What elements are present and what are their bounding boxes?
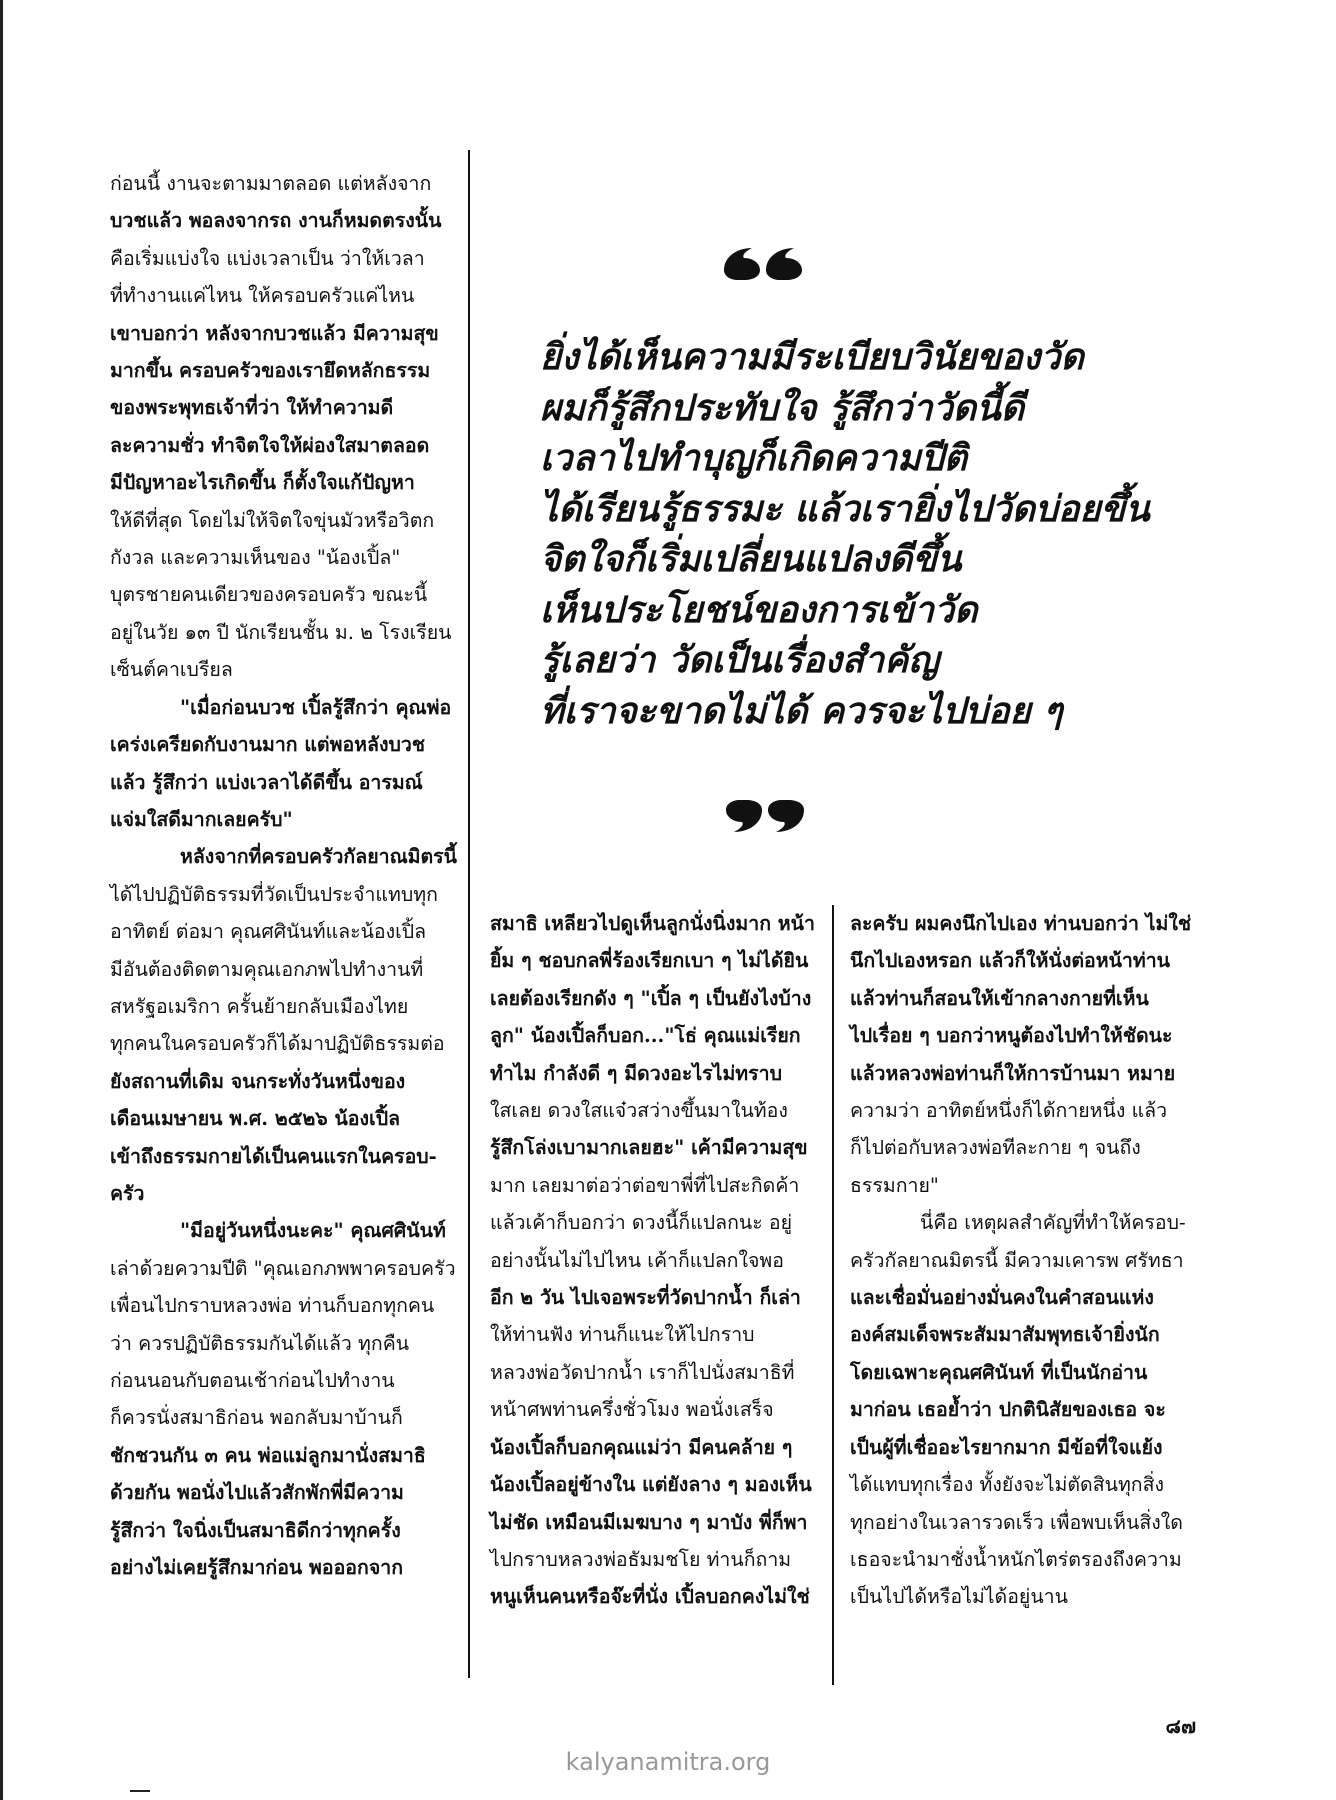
col3-line: เป็นไปได้หรือไม่ได้อยู่นาน <box>850 1585 1068 1609</box>
col1-line: แจ่มใสดีมากเลยครับ" <box>110 807 293 831</box>
col2-line: ใสเลย ดวงใสแจ๋วสว่างขึ้นมาในท้อง <box>490 1099 788 1123</box>
body-column-3 <box>850 905 1200 1616</box>
col1-line: เข้าถึงธรรมกายได้เป็นคนแรกในครอบ- <box>110 1144 437 1168</box>
col1-line: บวชแล้ว พอลงจากรถ งานก็หมดตรงนั้น <box>110 209 442 233</box>
body-column-2 <box>490 905 820 1616</box>
col1-line: ละความชั่ว ทำจิตใจให้ผ่องใสมาตลอด <box>110 433 430 457</box>
col2-line: อีก ๒ วัน ไปเจอพระที่วัดปากน้ำ ก็เล่า <box>490 1286 801 1310</box>
col1-line: ที่ทำงานแค่ไหน ให้ครอบครัวแค่ไหน <box>110 284 415 308</box>
col1-line: หลังจากที่ครอบครัวกัลยาณมิตรนี้ <box>180 845 457 869</box>
col3-line: องค์สมเด็จพระสัมมาสัมพุทธเจ้ายิ่งนัก <box>850 1323 1160 1347</box>
col1-line: บุตรชายคนเดียวของครอบครัว ขณะนี้ <box>110 583 428 607</box>
col3-line: ความว่า อาทิตย์หนึ่งก็ได้กายหนึ่ง แล้ว <box>850 1099 1168 1123</box>
col1-line: เซ็นต์คาเบรียล <box>110 658 233 682</box>
col1-line: ของพระพุทธเจ้าที่ว่า ให้ทำความดี <box>110 396 394 420</box>
col1-line: มากขึ้น ครอบครัวของเรายึดหลักธรรม <box>110 359 431 383</box>
close-quote-icon <box>722 800 812 840</box>
col1-line: ก่อนนี้ งานจะตามมาตลอด แต่หลังจาก <box>110 172 432 195</box>
pull-quote <box>540 332 1240 736</box>
col2-line: ยิ้ม ๆ ชอบกลพี่ร้องเรียกเบา ๆ ไม่ได้ยิน <box>490 949 809 973</box>
col1-line: เล่าด้วยความปีติ "คุณเอกภพพาครอบครัว <box>110 1256 456 1280</box>
col1-line: สหรัฐอเมริกา ครั้นย้ายกลับเมืองไทย <box>110 994 409 1018</box>
col2-line: หลวงพ่อวัดปากน้ำ เราก็ไปนั่งสมาธิที่ <box>490 1360 795 1384</box>
col2-line: สมาธิ เหลียวไปดูเห็นลูกนั่งนิ่งมาก หน้า <box>490 912 815 935</box>
col3-line: ไปเรื่อย ๆ บอกว่าหนูต้องไปทำให้ชัดนะ <box>850 1024 1173 1048</box>
watermark: kalyanamitra.org <box>565 1748 771 1776</box>
col3-line: และเชื่อมั่นอย่างมั่นคงในคำสอนแห่ง <box>850 1286 1154 1310</box>
pull-quote-line: จิตใจก็เริ่มเปลี่ยนแปลงดีขึ้น <box>540 538 962 580</box>
col1-line: เคร่งเครียดกับงานมาก แต่พอหลังบวช <box>110 733 426 757</box>
col3-line: นึกไปเองหรอก แล้วก็ให้นั่งต่อหน้าท่าน <box>850 949 1170 973</box>
col1-line: มีปัญหาอะไรเกิดขึ้น ก็ตั้งใจแก้ปัญหา <box>110 471 415 495</box>
page-left-edge <box>0 0 3 1800</box>
pull-quote-line: ที่เราจะขาดไม่ได้ ควรจะไปบ่อย ๆ <box>540 689 1063 732</box>
col3-line: โดยเฉพาะคุณศศินันท์ ที่เป็นนักอ่าน <box>850 1360 1148 1384</box>
pull-quote-line: ยิ่งได้เห็นความมีระเบียบวินัยของวัด <box>540 336 1084 378</box>
col1-line: ชักชวนกัน ๓ คน พ่อแม่ลูกมานั่งสมาธิ <box>110 1443 426 1467</box>
col2-line: น้องเปิ้ลก็บอกคุณแม่ว่า มีคนคล้าย ๆ <box>490 1435 793 1459</box>
col3-line: นี่คือ เหตุผลสำคัญที่ทำให้ครอบ- <box>920 1211 1186 1235</box>
col1-line: "มีอยู่วันหนึ่งนะคะ" คุณศศินันท์ <box>180 1219 446 1243</box>
col2-line: หนูเห็นคนหรือจ๊ะที่นั่ง เปิ้ลบอกคงไม่ใช่ <box>490 1585 810 1609</box>
col2-line: เลยต้องเรียกดัง ๆ "เปิ้ล ๆ เป็นยังไงบ้าง <box>490 986 812 1010</box>
col2-line: ทำไม กำลังดี ๆ มีดวงอะไรไม่ทราบ <box>490 1061 782 1085</box>
col2-line: มาก เลยมาต่อว่าต่อขาพี่ที่ไปสะกิดค้า <box>490 1173 800 1197</box>
col2-line: รู้สึกโล่งเบามากเลยฮะ" เค้ามีความสุข <box>490 1136 808 1160</box>
col3-line: ได้แทบทุกเรื่อง ทั้งยังจะไม่ตัดสินทุกสิ่ง <box>850 1473 1165 1497</box>
col2-line: ไม่ชัด เหมือนมีเมฆบาง ๆ มาบัง พี่ก็พา <box>490 1510 808 1534</box>
col3-line: มาก่อน เธอย้ำว่า ปกตินิสัยของเธอ จะ <box>850 1398 1166 1422</box>
col2-line: แล้วเค้าก็บอกว่า ดวงนี้ก็แปลกนะ อยู่ <box>490 1211 793 1235</box>
col2-line: ไปกราบหลวงพ่อธัมมชโย ท่านก็ถาม <box>490 1547 792 1571</box>
col1-line: ก่อนนอนกับตอนเช้าก่อนไปทำงาน <box>110 1369 395 1392</box>
column-divider-1 <box>468 150 470 1678</box>
column-divider-2 <box>832 905 834 1685</box>
body-column-1 <box>110 165 470 1586</box>
col1-line: ว่า ควรปฏิบัติธรรมกันได้แล้ว ทุกคืน <box>110 1331 410 1355</box>
pull-quote-line: เวลาไปทำบุญก็เกิดความปีติ <box>540 437 967 479</box>
col3-line: เธอจะนำมาชั่งน้ำหนักไตร่ตรองถึงความ <box>850 1547 1182 1571</box>
col1-line: อาทิตย์ ต่อมา คุณศศินันท์และน้องเปิ้ล <box>110 920 427 944</box>
col3-line: แล้วหลวงพ่อท่านก็ให้การบ้านมา หมาย <box>850 1061 1176 1085</box>
col1-line: แล้ว รู้สึกว่า แบ่งเวลาได้ดีขึ้น อารมณ์ <box>110 770 423 794</box>
col1-line: กังวล และความเห็นของ "น้องเปิ้ล" <box>110 546 401 570</box>
col1-line: อยู่ในวัย ๑๓ ปี นักเรียนชั้น ม. ๒ โรงเรียน <box>110 620 452 644</box>
col1-line: ได้ไปปฏิบัติธรรมที่วัดเป็นประจำแทบทุก <box>110 882 438 906</box>
pull-quote-line: รู้เลยว่า วัดเป็นเรื่องสำคัญ <box>540 639 939 681</box>
col1-line: ด้วยกัน พอนั่งไปแล้วสักพักพี่มีความ <box>110 1481 404 1505</box>
col1-line: "เมื่อก่อนบวช เปิ้ลรู้สึกว่า คุณพ่อ <box>180 695 452 719</box>
col3-line: ธรรมกาย" <box>850 1173 939 1197</box>
col1-line: ยังสถานที่เดิม จนกระทั่งวันหนึ่งของ <box>110 1069 406 1093</box>
pull-quote-line: ได้เรียนรู้ธรรมะ แล้วเรายิ่งไปวัดบ่อยขึ้น <box>540 487 1150 530</box>
pull-quote-line: ผมก็รู้สึกประทับใจ รู้สึกว่าวัดนี้ดี <box>540 386 1025 429</box>
col2-line: ลูก" น้องเปิ้ลก็บอก..."โธ่ คุณแม่เรียก <box>490 1024 801 1048</box>
col3-line: ครัวกัลยาณมิตรนี้ มีความเคารพ ศรัทธา <box>850 1248 1184 1272</box>
col1-line: ให้ดีที่สุด โดยไม่ให้จิตใจขุ่นมัวหรือวิตก <box>110 508 435 532</box>
col1-line: รู้สึกว่า ใจนิ่งเป็นสมาธิดีกว่าทุกครั้ง <box>110 1518 401 1542</box>
col1-line: อย่างไม่เคยรู้สึกมาก่อน พอออกจาก <box>110 1556 404 1580</box>
col1-line: เพื่อนไปกราบหลวงพ่อ ท่านก็บอกทุกคน <box>110 1294 435 1318</box>
col1-line: เดือนเมษายน พ.ศ. ๒๕๒๖ น้องเปิ้ล <box>110 1107 401 1131</box>
col3-line: ละครับ ผมคงนึกไปเอง ท่านบอกว่า ไม่ใช่ <box>850 912 1192 935</box>
open-quote-icon <box>720 240 810 280</box>
col3-line: ทุกอย่างในเวลารวดเร็ว เพื่อพบเห็นสิ่งใด <box>850 1510 1183 1534</box>
pull-quote-line: เห็นประโยชน์ของการเข้าวัด <box>540 588 978 631</box>
col1-line: ทุกคนในครอบครัวก็ได้มาปฏิบัติธรรมต่อ <box>110 1032 445 1056</box>
col3-line: ก็ไปต่อกับหลวงพ่อทีละกาย ๆ จนถึง <box>850 1136 1141 1160</box>
col2-line: ให้ท่านฟัง ท่านก็แนะให้ไปกราบ <box>490 1323 755 1347</box>
col1-line: คือเริ่มแบ่งใจ แบ่งเวลาเป็น ว่าให้เวลา <box>110 246 425 270</box>
col1-line: ก็ควรนั่งสมาธิก่อน พอกลับมาบ้านก็ <box>110 1406 403 1430</box>
col2-line: อย่างนั้นไม่ไปไหน เค้าก็แปลกใจพอ <box>490 1248 784 1272</box>
page-number: ๘๗ <box>1165 1714 1196 1738</box>
col1-line: มีอันต้องติดตามคุณเอกภพไปทำงานที่ <box>110 957 424 981</box>
col1-line: เขาบอกว่า หลังจากบวชแล้ว มีความสุข <box>110 321 439 345</box>
col1-line: ครัว <box>110 1181 145 1205</box>
col3-line: เป็นผู้ที่เชื่ออะไรยากมาก มีข้อที่ใจแย้ง <box>850 1435 1163 1459</box>
corner-mark <box>130 1790 150 1792</box>
col2-line: น้องเปิ้ลอยู่ข้างใน แต่ยังลาง ๆ มองเห็น <box>490 1473 812 1497</box>
col2-line: หน้าศพท่านครึ่งชั่วโมง พอนั่งเสร็จ <box>490 1398 774 1422</box>
col3-line: แล้วท่านก็สอนให้เข้ากลางกายที่เห็น <box>850 986 1149 1010</box>
